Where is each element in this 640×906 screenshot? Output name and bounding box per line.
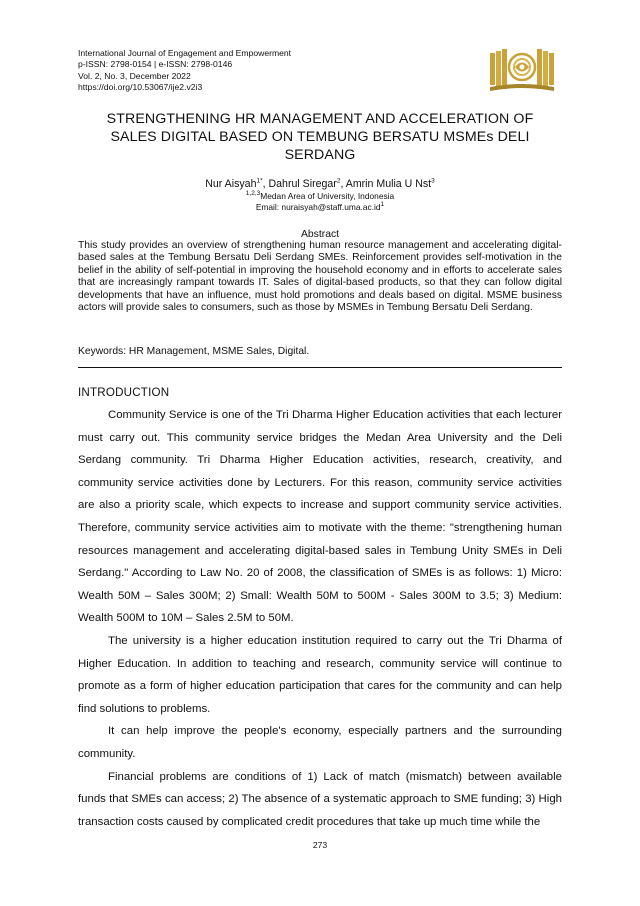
open-book-logo-icon bbox=[488, 45, 556, 95]
section-heading-introduction: INTRODUCTION bbox=[78, 386, 170, 399]
paper-title bbox=[78, 110, 562, 164]
journal-name: International Journal of Engagement and Empowerment bbox=[78, 48, 292, 58]
email-text[interactable]: Email: nuraisyah@staff.uma.ac.id bbox=[255, 202, 381, 212]
author-2: Dahrul Siregar bbox=[268, 178, 337, 190]
affiliation bbox=[78, 191, 562, 202]
introduction-body bbox=[78, 404, 562, 833]
paragraph: Community Service is one of the Tri Dharma Higher Education activities that each lecturer must carry out. This community service bridges the Medan Area University and the Deli Serdang community. Tri Dharma Higher Education activities, research, creativity, and community service activities done by Lecturers. For this reason, community service activities are also a priority scale, which expects to increase and support community service activities. Therefore, community service activities aim to motivate with the theme: "strengthening human resources management and accelerating digital-based sales in Tembung Unity SMEs in Deli Serdang." According to Law No. 20 of 2008, the classification of SMEs is as follows: 1) Micro: Wealth 50M – Sales 300M; 2) Small: Wealth 50M to 500M - Sales 300M to 3.5; 3) Medium: Wealth 500M to 10M – Sales 2.5M to 50M. bbox=[78, 409, 562, 625]
author-separator: , bbox=[262, 178, 269, 190]
abstract-heading: Abstract bbox=[300, 229, 340, 240]
contact-email bbox=[78, 202, 562, 213]
page-number: 273 bbox=[312, 840, 328, 850]
paragraph: It can help improve the people's economy, especially partners and the surrounding community. bbox=[78, 725, 562, 760]
keywords: Keywords: HR Management, MSME Sales, Digital. bbox=[78, 346, 310, 357]
journal-volume: Vol. 2, No. 3, December 2022 bbox=[78, 70, 191, 81]
paragraph: The university is a higher education institution required to carry out the Tri Dharma of Higher Education. In addition to teaching and research, community service will continue to promote as a form of higher education participation that cares for the community and can help find solutions to problems. bbox=[78, 634, 562, 715]
author-separator: , bbox=[340, 178, 346, 190]
title-line-2: SALES DIGITAL BASED ON TEMBUNG BERSATU MSMEs DELI bbox=[110, 129, 530, 145]
affiliation-text: Medan Area of University, Indonesia bbox=[260, 191, 395, 201]
title-line-3: SERDANG bbox=[284, 147, 356, 163]
journal-header bbox=[78, 48, 291, 94]
abstract-text: This study provides an overview of strengthening human resource management and accelerating digital-based sales at the Tembung Bersatu Deli Serdang SMEs. Reinforcement provides self-motivation in the belief in the ability of self-potential in improving the household economy and in efforts to accelerate sales that are increasingly rampant towards IT. Sales of digital-based products, so that they can follow digital developments that have an influence, must hold promotions and deals based on digital. MSME business actors will provide sales to consumers, such as those by MSMEs in Tembung Bersatu Deli Serdang. bbox=[78, 240, 562, 314]
section-divider bbox=[78, 367, 562, 368]
author-list bbox=[78, 178, 562, 191]
author-3-marker: 3 bbox=[431, 177, 435, 185]
author-1-marker: 1* bbox=[256, 177, 263, 185]
author-2-marker: 2 bbox=[336, 177, 341, 185]
journal-issn: p-ISSN: 2798-0154 | e-ISSN: 2798-0146 bbox=[78, 59, 233, 70]
affiliation-marker: 1,2,3 bbox=[245, 190, 261, 198]
paragraph: Financial problems are conditions of 1) Lack of match (mismatch) between available funds that SMEs can access; 2) The absence of a systematic approach to SME funding; 3) High transaction costs caused by complicated credit procedures that take up much time while the bbox=[78, 770, 562, 828]
author-1: Nur Aisyah bbox=[205, 178, 257, 190]
journal-doi[interactable]: https://doi.org/10.53067/ije2.v2i3 bbox=[78, 82, 203, 93]
author-3: Amrin Mulia U Nst bbox=[345, 178, 432, 190]
title-line-1: STRENGTHENING HR MANAGEMENT AND ACCELERATION OF bbox=[106, 111, 534, 127]
email-marker: 1 bbox=[380, 201, 385, 209]
